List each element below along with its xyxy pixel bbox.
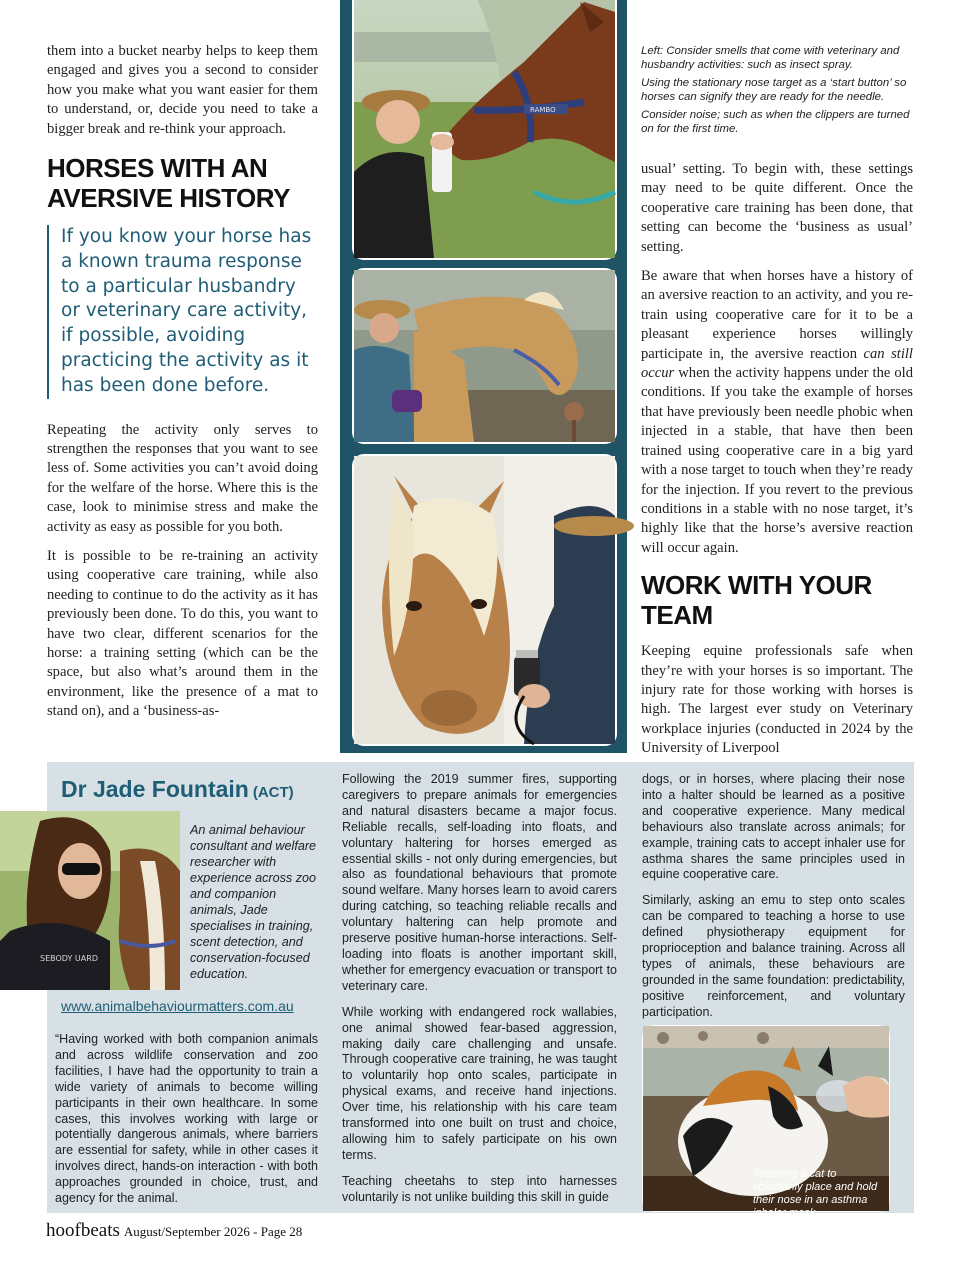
heading-line: HORSES WITH AN	[47, 153, 268, 184]
author-intro: An animal behaviour consultant and welfare researcher with experience across zoo and companion animals, Jade specialises in training, scent detection, and conservation-focused education.	[190, 823, 317, 981]
heading-line: TEAM	[641, 600, 713, 631]
heading-line: AVERSIVE HISTORY	[47, 183, 290, 214]
photo-caption: Using the stationary nose target as a ‘start button’ so horses can signify they are ready for the needle.	[641, 77, 907, 103]
author-photo-illustration	[0, 811, 180, 990]
photo-captions	[641, 44, 913, 140]
body-paragraph: usual’ setting. To begin with, these settings may need to be quite different. Once the cooperative care training has been done, that setting can become the ‘business as usual’ setting.	[641, 161, 913, 255]
magazine-brand: hoofbeats	[46, 1220, 120, 1241]
page-footer	[46, 1220, 302, 1242]
left-column	[47, 42, 318, 732]
body-paragraph	[641, 267, 913, 558]
text-run: when the activity happens under the old conditions. If you take the example of horses that have previously been needle phobic when injected in a stable, that have then been trained using cooperative care in a big yard with a nose target to touch when they’re ready for the injection. If you revert to the previous conditions in a stable with no nose target, it’s highly like that the horse’s aversive reaction will occur again.	[641, 365, 913, 556]
photo-band	[340, 0, 627, 753]
photo-pony-clippers-illustration	[354, 456, 615, 744]
text-run: Be aware that when horses have a history of an aversive reaction to an activity, and you re-train using cooperative care for it to be a pleasant experience horses willingly participate in, the aversive reaction	[641, 268, 913, 362]
photo-caption: Consider noise; such as when the clippers are turned on for the first time.	[641, 109, 910, 135]
section-heading-aversive-history	[47, 153, 318, 213]
author-photo	[0, 811, 180, 990]
bio-column-2	[342, 772, 617, 1216]
bio-name-heading	[61, 776, 294, 803]
author-name: Dr Jade Fountain	[61, 776, 249, 802]
bio-column-3	[642, 772, 905, 1031]
issue-and-page: August/September 2026 - Page 28	[123, 1224, 303, 1239]
author-region: (ACT)	[252, 784, 294, 801]
photo-pony-clippers	[352, 454, 617, 746]
photo-horse-nose-target	[352, 268, 617, 444]
bio-paragraph: Teaching cheetahs to step into harnesses voluntarily is not unlike building this skill in guide	[342, 1173, 617, 1204]
section-heading-work-with-team	[641, 570, 913, 630]
emphasis-text: can still occur	[641, 345, 913, 382]
halter-name-plate: RAMBO	[530, 106, 556, 114]
heading-line: WORK WITH YOUR	[641, 570, 872, 601]
bio-column-1	[55, 1032, 318, 1217]
cat-photo-caption: Teaching a cat to voluntarily place and hold their nose in an asthma inhaler mask.	[753, 1168, 878, 1219]
body-paragraph: Keeping equine professionals safe when they’re with your horses is so important. The injury rate for those working with horses is high. The largest ever study on Veterinary workplace injuries (conducted in 2024 by the University of Liverpool	[641, 643, 913, 757]
bio-paragraph: “Having worked with both companion animals and across wildlife conservation and zoo facilities, I have had the opportunity to train a wide variety of animals to become willing participants in their own healthcare. In some cases, this involves working with large or potentially dangerous animals, where barriers are essential for safety, while in other cases it involves direct, hands-on interaction - with both approaches grounded in choice, trust, and agency for the animal.	[55, 1032, 318, 1206]
body-paragraph: Repeating the activity only serves to strengthen the responses that you want to see less of. Some activities you can’t avoid doing for the welfare of the horse. Where this is the case, look to minimise stress and make the activity as easy as possible for you both.	[47, 421, 318, 535]
shirt-text: SEBODY UARD	[40, 954, 98, 963]
photo-horse-nose-target-illustration	[354, 270, 615, 442]
bio-paragraph: Similarly, asking an emu to step onto scales can be compared to teaching a horse to use defined physiotherapy equipment for proprioception and balance training. Across all types of animals, these behaviours are grounded in the same foundation: predictability, positive reinforcement, and voluntary participation.	[642, 893, 905, 1019]
photo-horse-spray	[352, 0, 617, 260]
cat-inhaler-photo	[642, 1025, 890, 1219]
photo-caption: Left: Consider smells that come with veterinary and husbandry activities: such as insect spray.	[641, 45, 900, 71]
bio-paragraph: Following the 2019 summer fires, supporting caregivers to prepare animals for emergencies and natural disasters became a major focus. Reliable recalls, self-loading into floats, and voluntary haltering for horses emerged as essential skills - not only during emergencies, but also as foundational behaviours that promote sound welfare. Many horses learn to avoid carers during catching, so teaching reliable recalls and voluntary haltering can help promote and preserve positive human-horse interactions. Self-loading into floats is another important skill, whether for emergency evacuation or transport to veterinary care.	[342, 772, 617, 993]
photo-horse-spray-illustration	[354, 0, 615, 258]
bio-paragraph: While working with endangered rock wallabies, one animal showed fear-based aggression, making daily care challenging and unsafe. Through cooperative care training, he was taught to voluntarily hop onto scales, participate in physical exams, and receive hand injections. Over time, his relationship with his care team transformed into one built on trust and choice, allowing him to safely participate on his own terms.	[342, 1004, 617, 1162]
pull-quote: If you know your horse has a known trauma response to a particular husbandry or veterinary care activity, if possible, avoiding practicing the activity as it has been done before.	[47, 225, 318, 399]
bio-paragraph: dogs, or in horses, where placing their nose into a halter should be learned as a positive and cooperative experience. Many medical behaviours also translate across animals; for example, training cats to accept inhaler use for asthma shares the same principles used in equine cooperative care.	[642, 772, 905, 882]
intro-paragraph: them into a bucket nearby helps to keep them engaged and gives you a second to consider how you make what you want easier for them to understand, or, decide you need to take a bigger break and re-think your approach.	[47, 43, 318, 137]
right-column	[641, 160, 913, 769]
body-paragraph: It is possible to be re-training an activity using cooperative care training, while also needing to continue to do the activity as it has previously been done. To do this, you want to have two clear, different scenarios for the horse: a training setting (which can be the space, but also what’s around them in the environment, like the presence of a mat to stand on), and a ‘business-as-	[47, 548, 318, 720]
author-website-link[interactable]: www.animalbehaviourmatters.com.au	[61, 998, 294, 1014]
